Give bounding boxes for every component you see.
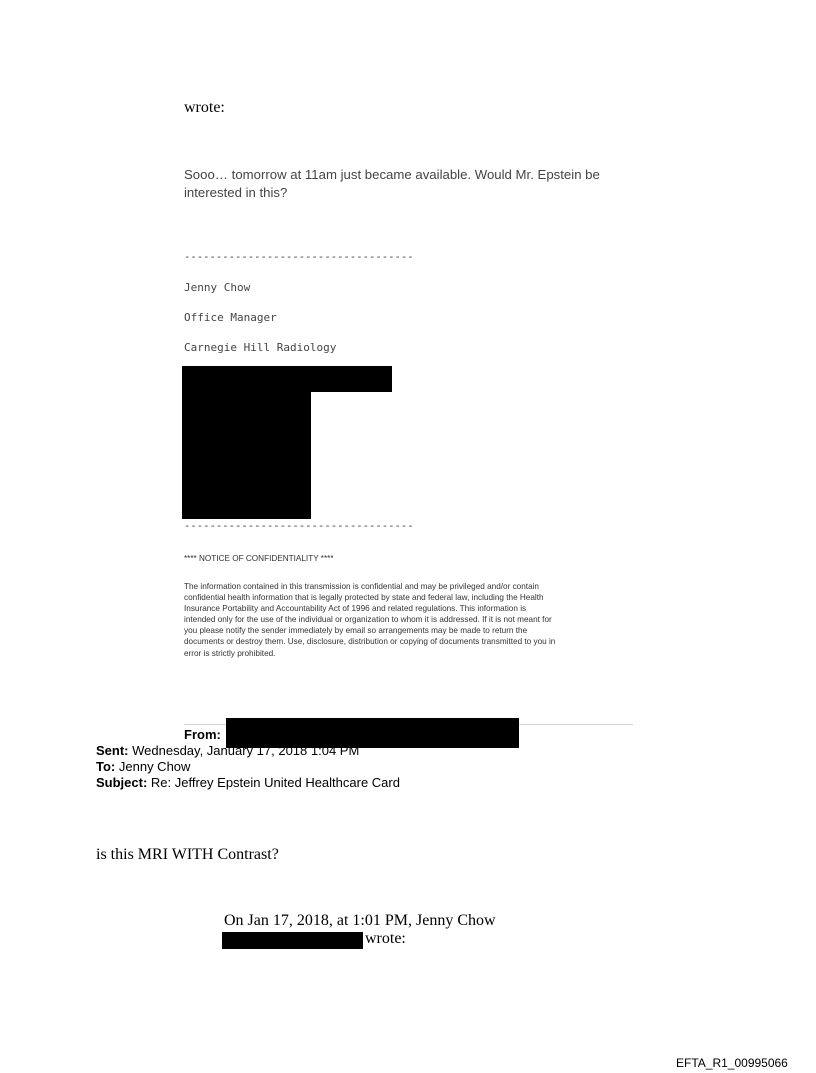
to-label: To: xyxy=(96,759,116,774)
quote-line-1: On Jan 17, 2018, at 1:01 PM, Jenny Chow xyxy=(224,912,496,929)
redaction-block xyxy=(182,366,311,519)
confidentiality-title: **** NOTICE OF CONFIDENTIALITY **** xyxy=(184,554,334,563)
signature-divider-top: ------------------------------------ xyxy=(184,251,414,263)
confidentiality-line: The information contained in this transmission is confidential and may be privileged and/or contain xyxy=(184,582,539,591)
top-wrote-text: wrote: xyxy=(184,99,225,116)
confidentiality-line: error is strictly prohibited. xyxy=(184,648,276,658)
redaction-block xyxy=(222,932,363,949)
subject-value: Re: Jeffrey Epstein United Healthcare Card xyxy=(150,775,400,790)
sent-value: Wednesday, January 17, 2018 1:04 PM xyxy=(132,743,360,758)
sent-label: Sent: xyxy=(96,743,129,758)
reply-text: is this MRI WITH Contrast? xyxy=(96,846,279,863)
message-line-1: Sooo… tomorrow at 11am just became available. Would Mr. Epstein be xyxy=(184,167,600,182)
subject-row xyxy=(96,775,400,790)
signature-name: Jenny Chow xyxy=(184,281,251,294)
confidentiality-line: you please notify the sender immediately by email so arrangements may be made to return the xyxy=(184,626,528,636)
subject-label: Subject: xyxy=(96,775,148,790)
message-body xyxy=(184,166,600,202)
confidentiality-body xyxy=(184,581,634,659)
from-label: From: xyxy=(184,727,221,742)
confidentiality-line: documents or destroy them. Use, disclosure, distribution or copying of documents transmitted to you in xyxy=(184,637,556,647)
confidentiality-line: Insurance Portability and Accountability Act of 1996 and related regulations. This information is xyxy=(184,604,527,614)
quote-line-2: wrote: xyxy=(365,930,406,947)
to-row xyxy=(96,759,190,774)
confidentiality-line: confidential health information that is legally protected by state and federal law, including the Health xyxy=(184,593,544,603)
signature-divider-bottom: ------------------------------------ xyxy=(184,520,414,532)
sent-row xyxy=(96,743,359,758)
message-line-2: interested in this? xyxy=(184,185,288,200)
document-id: EFTA_R1_00995066 xyxy=(676,1056,788,1070)
confidentiality-line: intended only for the use of the individual or organization to whom it is addressed. If it is not meant for xyxy=(184,615,552,625)
signature-title: Office Manager xyxy=(184,311,277,324)
signature-company: Carnegie Hill Radiology xyxy=(184,341,337,354)
to-value: Jenny Chow xyxy=(118,759,191,774)
